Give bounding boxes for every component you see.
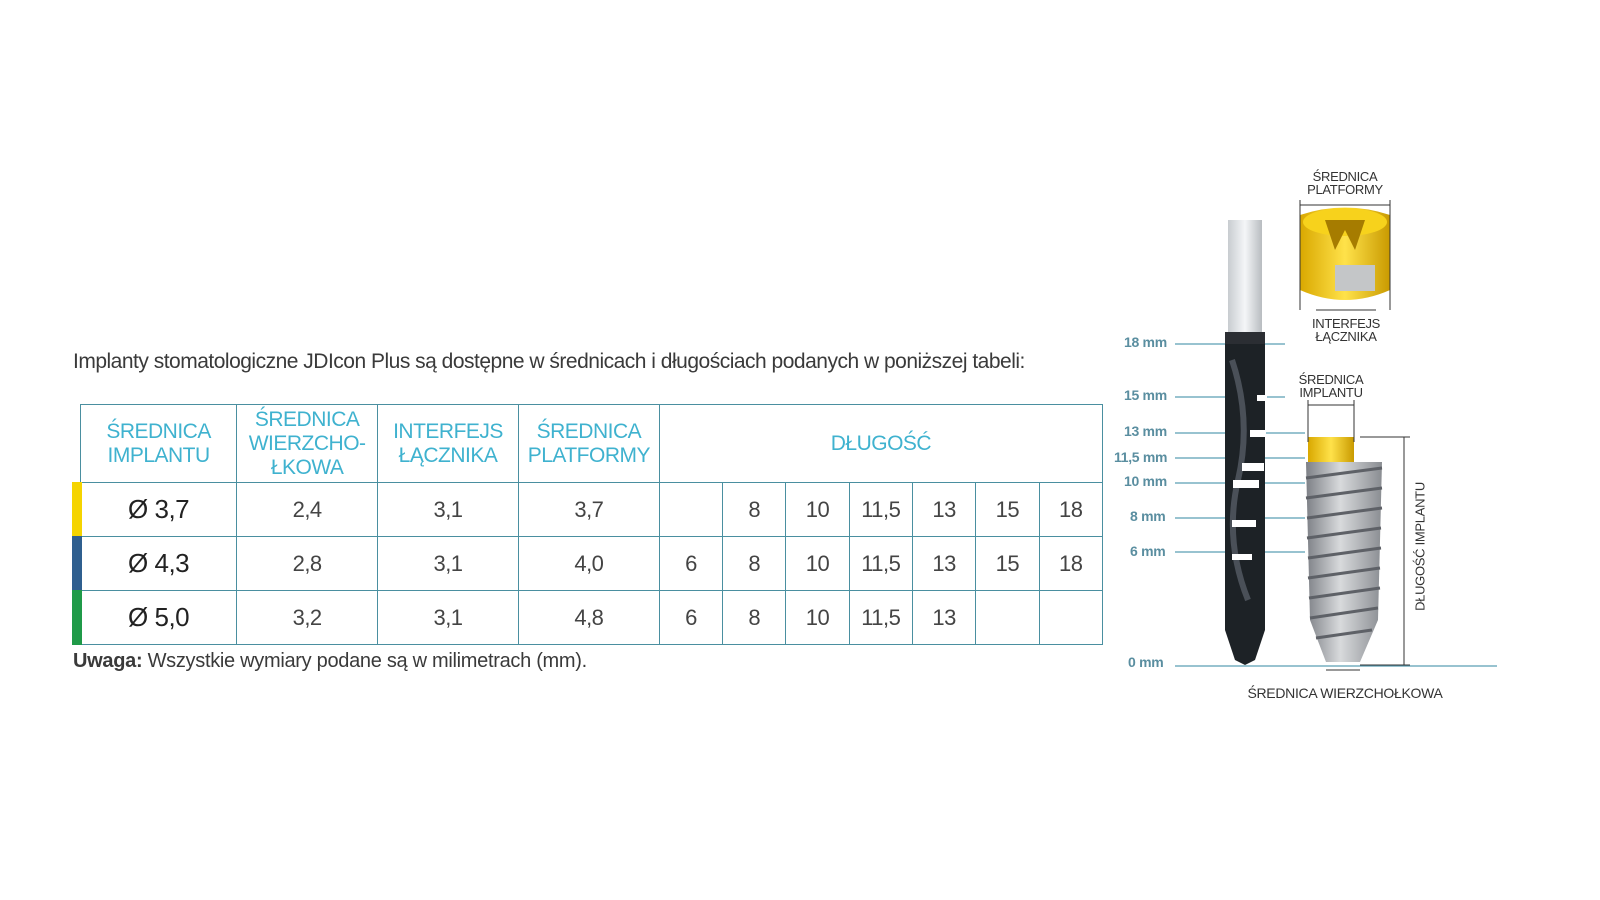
platform-cell: 4,0 — [518, 537, 659, 591]
length-cell: 6 — [659, 591, 722, 645]
length-cell: 15 — [976, 537, 1039, 591]
length-cell: 15 — [976, 483, 1039, 537]
depth-mark: 8 mm — [1130, 508, 1166, 524]
diameter-value: Ø 4,3 — [128, 548, 190, 578]
abutment-interface-label — [1296, 317, 1396, 343]
depth-mark: 10 mm — [1124, 473, 1167, 489]
header-platform-diameter — [518, 405, 659, 483]
implant-diagram — [1114, 160, 1550, 730]
units-note — [73, 650, 587, 673]
length-cell: 13 — [912, 537, 975, 591]
depth-mark: 6 mm — [1130, 543, 1166, 559]
implant-diameter-cell — [81, 483, 237, 537]
header-line: ŚREDNICA — [536, 419, 642, 443]
note-label: Uwaga: — [73, 650, 143, 672]
implant-body — [1306, 400, 1410, 670]
length-cell — [659, 483, 722, 537]
length-cell — [976, 591, 1039, 645]
depth-mark: 15 mm — [1124, 387, 1167, 403]
depth-mark: 13 mm — [1124, 423, 1167, 439]
header-abutment-interface — [378, 405, 519, 483]
header-line: ŁKOWA — [270, 455, 344, 479]
length-cell: 13 — [912, 591, 975, 645]
table-row — [81, 537, 1103, 591]
length-cell: 11,5 — [849, 537, 912, 591]
length-cell: 11,5 — [849, 591, 912, 645]
depth-mark: 18 mm — [1124, 334, 1167, 350]
table-row — [81, 483, 1103, 537]
label-line: IMPLANTU — [1299, 385, 1363, 400]
length-cell: 13 — [912, 483, 975, 537]
header-line: WIERZCHO- — [248, 431, 366, 455]
header-line: PLATFORMY — [527, 443, 651, 467]
implant-diameter-cell — [81, 537, 237, 591]
length-cell: 11,5 — [849, 483, 912, 537]
implant-diameter-label — [1281, 373, 1381, 399]
apical-diameter-cell: 3,2 — [237, 591, 378, 645]
label-line: PLATFORMY — [1307, 182, 1383, 197]
label-line: ŚREDNICA — [1298, 372, 1364, 387]
length-cell — [1039, 591, 1103, 645]
label-line: INTERFEJS — [1311, 316, 1381, 331]
header-line: IMPLANTU — [107, 443, 210, 467]
length-cell: 8 — [723, 537, 786, 591]
platform-cross-section — [1300, 200, 1390, 310]
platform-diameter-label — [1295, 170, 1395, 196]
apical-diameter-cell: 2,8 — [237, 537, 378, 591]
platform-cell: 3,7 — [518, 483, 659, 537]
header-apical-diameter — [237, 405, 378, 483]
label-line: ŚREDNICA — [1312, 169, 1378, 184]
header-line: ŚREDNICA — [106, 419, 211, 443]
table-header-row — [81, 405, 1103, 483]
implant-drill-illustration — [1120, 160, 1550, 730]
length-cell: 8 — [723, 591, 786, 645]
diameter-value: Ø 3,7 — [128, 494, 190, 524]
apical-diameter-cell: 2,4 — [237, 483, 378, 537]
color-code-swatch — [72, 590, 82, 645]
implant-length-label: DŁUGOŚĆ IMPLANTU — [1412, 482, 1428, 611]
length-cell: 18 — [1039, 537, 1103, 591]
apical-diameter-label: ŚREDNICA WIERZCHOŁKOWA — [1247, 685, 1443, 701]
header-line: ŚREDNICA — [254, 407, 360, 431]
length-cell: 10 — [786, 537, 849, 591]
implant-diameter-cell — [81, 591, 237, 645]
length-cell: 10 — [786, 483, 849, 537]
implant-spec-table — [80, 404, 1103, 645]
platform-cell: 4,8 — [518, 591, 659, 645]
interface-cell: 3,1 — [378, 483, 519, 537]
header-line: ŁĄCZNIKA — [398, 443, 498, 467]
drill-shaft — [1225, 220, 1267, 665]
note-text: Wszystkie wymiary podane są w milimetrach (mm). — [142, 650, 587, 672]
label-line: ŁĄCZNIKA — [1315, 329, 1377, 344]
color-code-swatch — [72, 482, 82, 537]
depth-mark: 11,5 mm — [1114, 449, 1168, 465]
length-cell: 8 — [723, 483, 786, 537]
header-implant-diameter — [81, 405, 237, 483]
depth-mark: 0 mm — [1128, 654, 1164, 670]
intro-text: Implanty stomatologiczne JDIcon Plus są dostępne w średnicach i długościach podanych w poniższej tabeli: — [73, 350, 1025, 373]
color-code-swatch — [72, 536, 82, 591]
length-cell: 18 — [1039, 483, 1103, 537]
table-row — [81, 591, 1103, 645]
interface-cell: 3,1 — [378, 537, 519, 591]
length-cell: 10 — [786, 591, 849, 645]
length-cell: 6 — [659, 537, 722, 591]
header-length: DŁUGOŚĆ — [659, 405, 1102, 483]
diameter-value: Ø 5,0 — [128, 602, 190, 632]
header-line: INTERFEJS — [393, 419, 503, 443]
interface-cell: 3,1 — [378, 591, 519, 645]
